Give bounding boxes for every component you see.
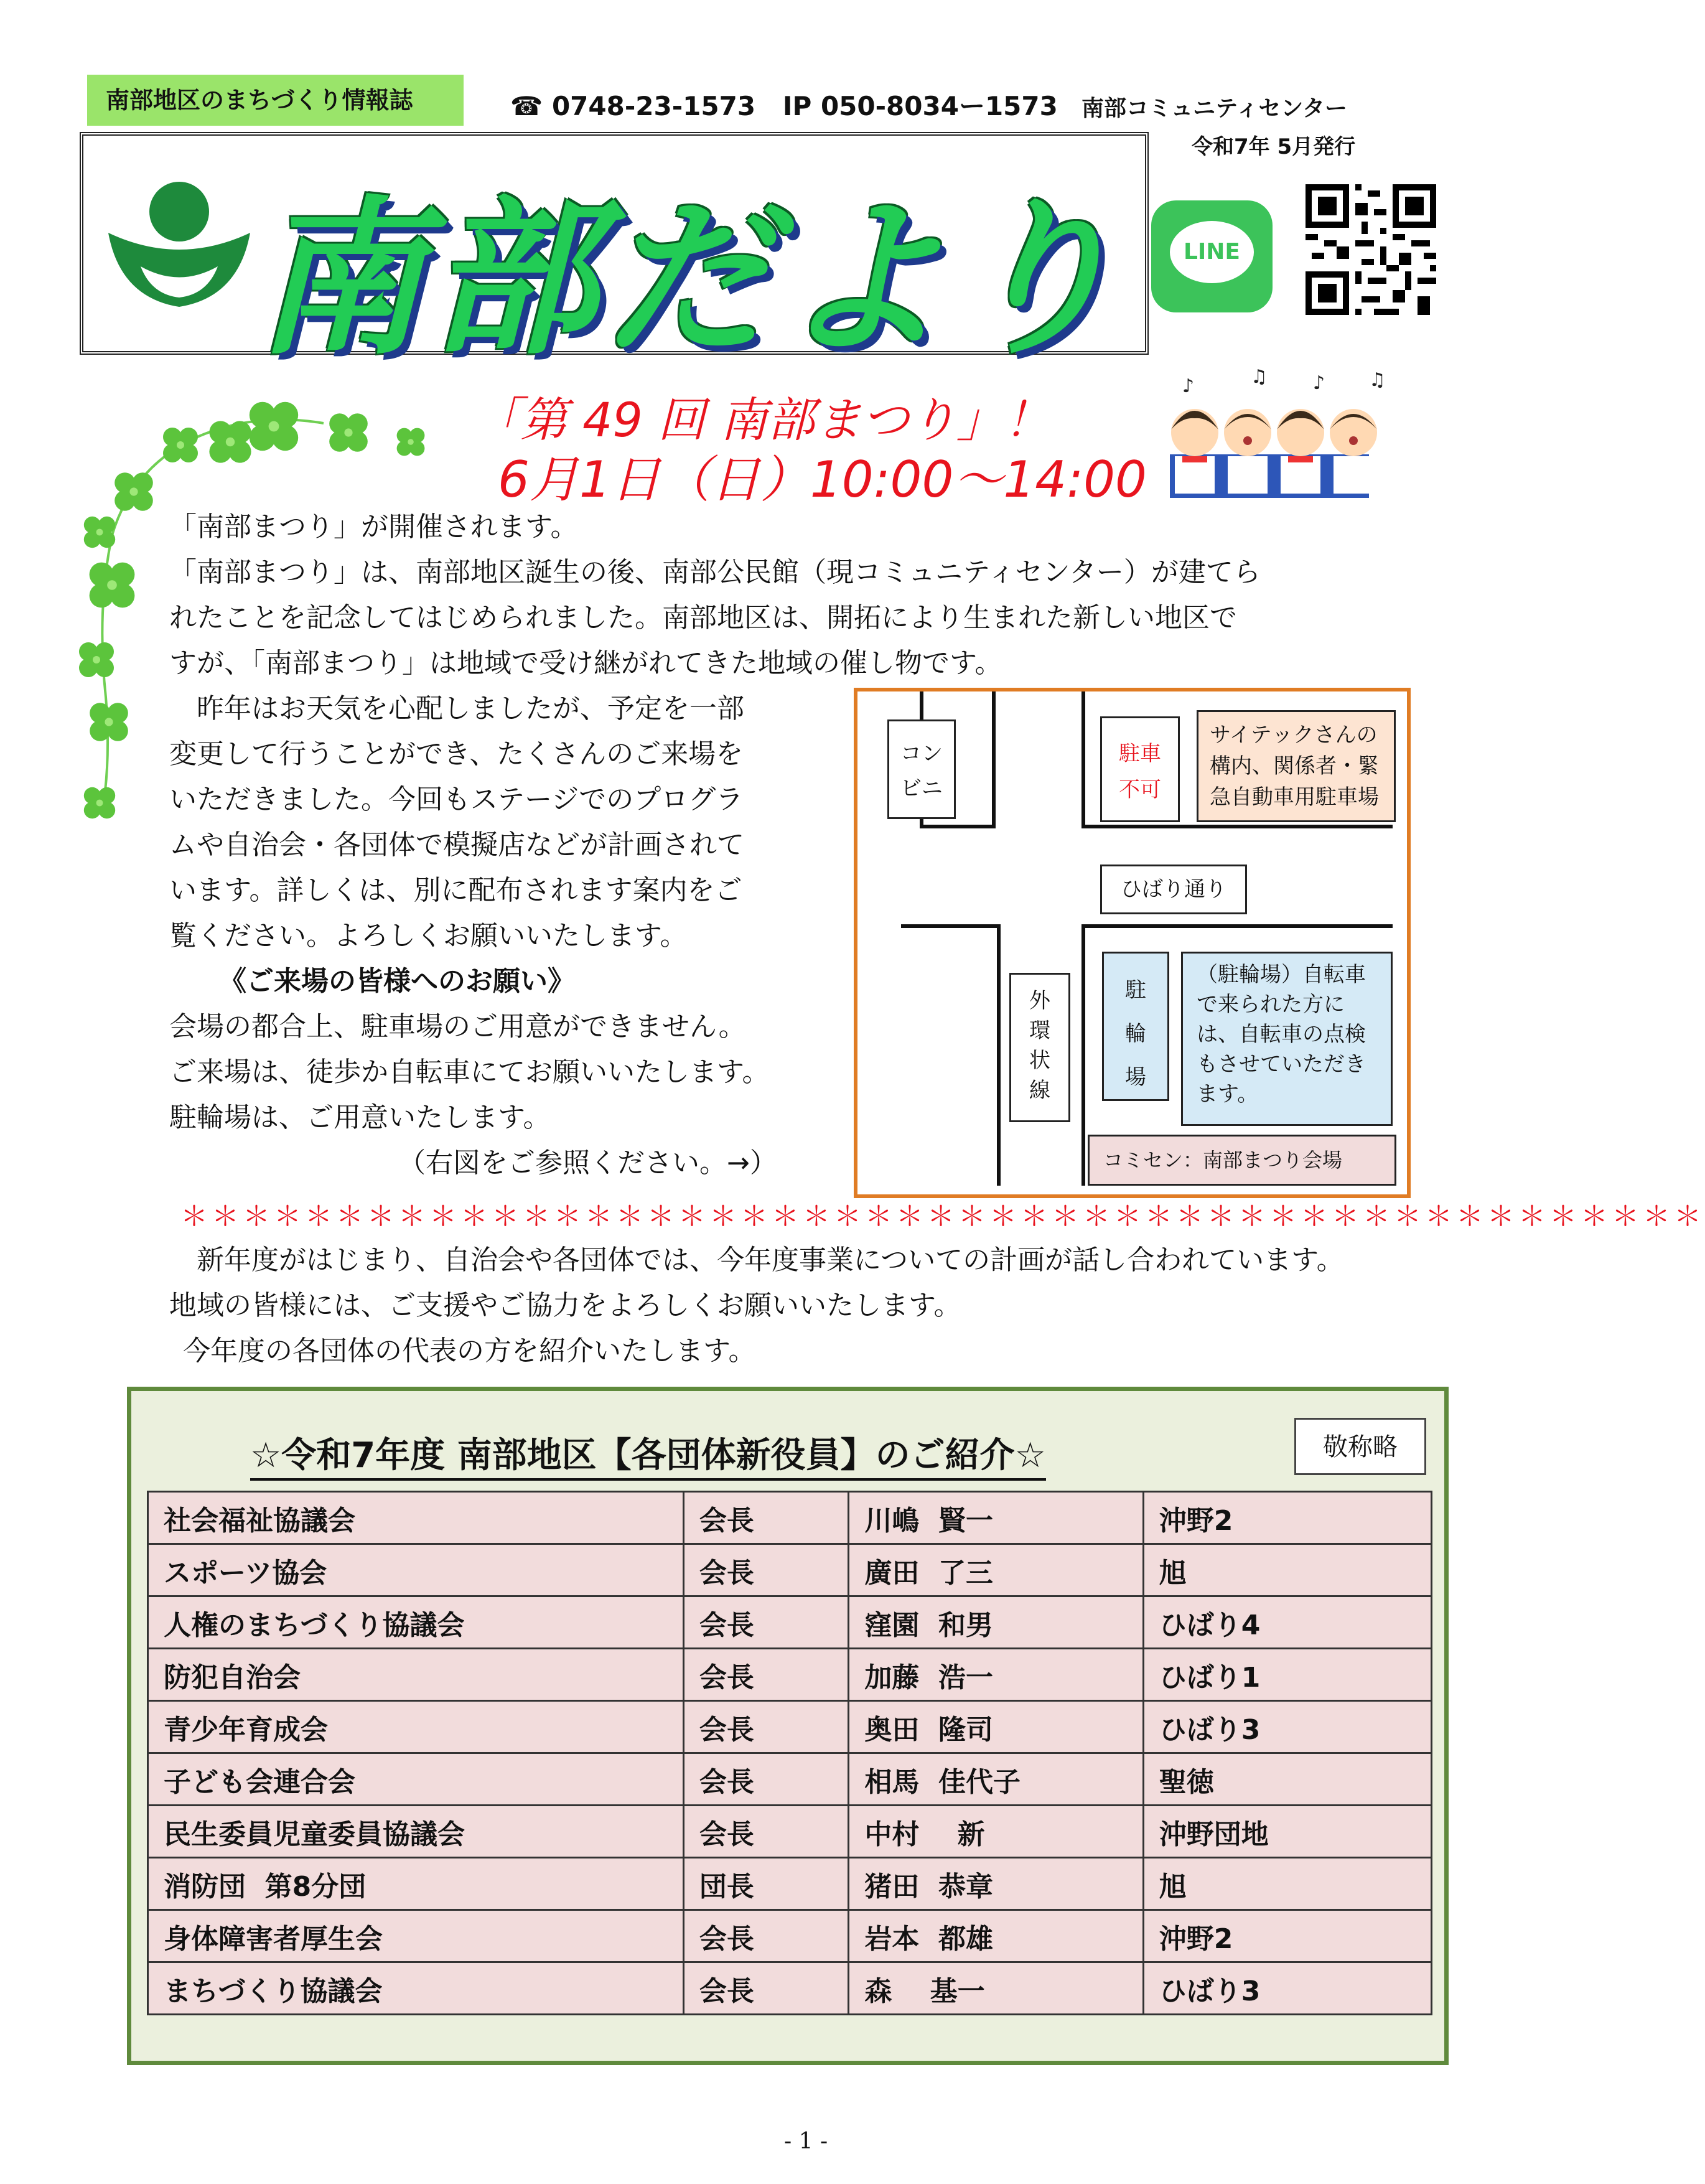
table-row [148,1753,1432,1806]
honorific-note: 敬称略 [1294,1418,1426,1475]
singing-children-illustration [1157,367,1419,510]
district-cell: ひばり3 [1143,1962,1431,2015]
qr-code-icon[interactable] [1306,184,1436,315]
person-name-cell: 中村 新 [849,1806,1143,1858]
details-line: 覧ください。よろしくお願いいたします。 [169,920,688,952]
road-line [901,924,1001,928]
role-cell: 会長 [683,1544,849,1596]
district-cell: ひばり3 [1143,1701,1431,1753]
organization-cell: 身体障害者厚生会 [148,1910,684,1962]
role-cell: 会長 [683,1962,849,2015]
no-parking-label: 駐車 [1119,741,1161,766]
festival-date: 6月1日（日）10:00～14:00 [498,451,1147,509]
festival-title: 「第 49 回 南部まつり」！ [473,392,1052,448]
organization-cell: 民生委員児童委員協議会 [148,1806,684,1858]
table-row [148,1910,1432,1962]
request-line: 駐輪場は、ご用意いたします。 [169,1102,551,1133]
svg-text:♪: ♪ [1313,372,1325,394]
role-cell: 会長 [683,1806,849,1858]
request-line: ご来場は、徒歩か自転車にてお願いいたします。 [169,1056,770,1088]
person-name-cell: 廣田 了三 [849,1544,1143,1596]
table-row [148,1649,1432,1701]
details-paragraph [169,686,841,958]
table-row [148,1701,1432,1753]
convenience-store-label: コンビニ [900,741,943,801]
person-name-cell: 加藤 浩一 [849,1649,1143,1701]
details-line: います。詳しくは、別に配布されます案内をご [169,874,742,906]
person-name-cell: 岩本 都雄 [849,1910,1143,1962]
town-emblem-icon [105,173,254,322]
road-line [997,924,1001,1186]
road-line [1081,924,1085,1186]
district-cell: ひばり1 [1143,1649,1431,1701]
intro-line: 「南部まつり」が開催されます。 [169,511,578,543]
organization-cell: 消防団 第8分団 [148,1858,684,1910]
district-cell: 旭 [1143,1858,1431,1910]
intro-line: 「南部まつり」は、南部地区誕生の後、南部公民館（現コミュニティセンター）が建てら [169,556,1261,588]
bike-parking-area [1102,952,1169,1101]
roster-table [147,1491,1432,2015]
new-year-line: 今年度の各団体の代表の方を紹介いたします。 [183,1335,756,1367]
line-label: LINE [1170,221,1254,283]
road-line [920,825,994,828]
svg-text:♪: ♪ [1182,375,1195,397]
table-row [148,1962,1432,2015]
organization-cell: 防犯自治会 [148,1649,684,1701]
road-label-outer-ring [1009,973,1070,1122]
tagline: 南部地区のまちづくり情報誌 [87,75,464,126]
bike-parking-note: （駐輪場）自転車で来られた方には、自転車の点検もさせていただきます。 [1181,952,1393,1126]
district-cell: 沖野団地 [1143,1806,1431,1858]
role-cell: 会長 [683,1753,849,1806]
roster-title: ☆令和7年度 南部地区【各団体新役員】のご紹介☆ [250,1433,1046,1481]
new-year-line: 地域の皆様には、ご支援やご協力をよろしくお願いいたします。 [169,1290,961,1321]
role-cell: 会長 [683,1701,849,1753]
svg-text:♫: ♫ [1251,366,1268,388]
table-row [148,1596,1432,1649]
organization-cell: 子ども会連合会 [148,1753,684,1806]
bike-parking-label: 駐輪場 [1125,978,1146,1090]
table-row [148,1492,1432,1544]
intro-line: すが、「南部まつり」は地域で受け継がれてきた地域の催し物です。 [169,647,1002,679]
role-cell: 団長 [683,1858,849,1910]
organization-cell: 青少年育成会 [148,1701,684,1753]
role-cell: 会長 [683,1910,849,1962]
intro-line: れたことを記念してはじめられました。南部地区は、開拓により生まれた新しい地区で [169,602,1237,634]
visitor-request [169,958,854,1186]
intro-paragraph [169,504,1445,686]
new-year-line: 新年度がはじまり、自治会や各団体では、今年度事業についての計画が話し合われています。 [197,1244,1344,1276]
no-parking-label: 不可 [1119,777,1161,802]
details-line: いただきました。今回もステージでのプログラ [169,784,744,815]
person-name-cell: 奥田 隆司 [849,1701,1143,1753]
page-number: - 1 - [784,2129,828,2154]
organization-cell: 人権のまちづくり協議会 [148,1596,684,1649]
district-cell: ひばり4 [1143,1596,1431,1649]
district-cell: 旭 [1143,1544,1431,1596]
svg-text:♫: ♫ [1369,369,1386,391]
person-name-cell: 相馬 佳代子 [849,1753,1143,1806]
road-line [1081,691,1085,828]
role-cell: 会長 [683,1492,849,1544]
ip-phone-number: IP 050-8034ー1573 [782,91,1058,121]
details-line: ムや自治会・各団体で模擬店などが計画されて [169,829,744,861]
outer-ring-label: 外環状線 [1029,988,1050,1103]
person-name-cell: 川嶋 賢一 [849,1492,1143,1544]
see-map-note: （右図をご参照ください。→） [398,1147,777,1179]
venue-label: コミセン：南部まつり会場 [1088,1135,1396,1186]
details-line: 変更して行うことができ、たくさんのご来場を [169,738,744,770]
newsletter-title: 南部だより [255,181,1126,377]
separator: ＊＊＊＊＊＊＊＊＊＊＊＊＊＊＊＊＊＊＊＊＊＊＊＊＊＊＊＊＊＊＊＊＊＊＊＊＊＊＊＊＊＊＊＊＊＊＊＊＊ [180,1201,1705,1232]
details-line: 昨年はお天気を心配しましたが、予定を一部 [197,693,744,724]
person-name-cell: 窪園 和男 [849,1596,1143,1649]
person-name-cell: 猪田 恭章 [849,1858,1143,1910]
organization-cell: スポーツ協会 [148,1544,684,1596]
new-year-paragraph [169,1237,1507,1374]
road-line [1081,825,1393,828]
request-line: 会場の都合上、駐車場のご用意ができません。 [169,1011,746,1043]
phone-number: ☎ 0748-23-1573 [510,91,756,121]
road-label-hibari: ひばり通り [1100,865,1247,914]
no-parking-area [1100,716,1180,822]
district-cell: 沖野2 [1143,1910,1431,1962]
road-line [1081,924,1393,928]
person-name-cell: 森 基一 [849,1962,1143,2015]
table-row [148,1858,1432,1910]
contact-info [510,86,1058,123]
organization-cell: 社会福祉協議会 [148,1492,684,1544]
issue-date: 令和7年 5月発行 [1192,134,1356,159]
role-cell: 会長 [683,1596,849,1649]
venue-map [854,688,1411,1198]
district-cell: 聖徳 [1143,1753,1431,1806]
request-heading: 《ご来場の皆様へのお願い》 [219,965,575,997]
district-cell: 沖野2 [1143,1492,1431,1544]
table-row [148,1544,1432,1596]
convenience-store [887,719,956,819]
organization-cell: まちづくり協議会 [148,1962,684,2015]
road-line [992,691,996,828]
emergency-parking: サイテックさんの構内、関係者・緊急自動車用駐車場 [1197,710,1396,822]
role-cell: 会長 [683,1649,849,1701]
center-name: 南部コミュニティセンター [1081,96,1347,121]
table-row [148,1806,1432,1858]
